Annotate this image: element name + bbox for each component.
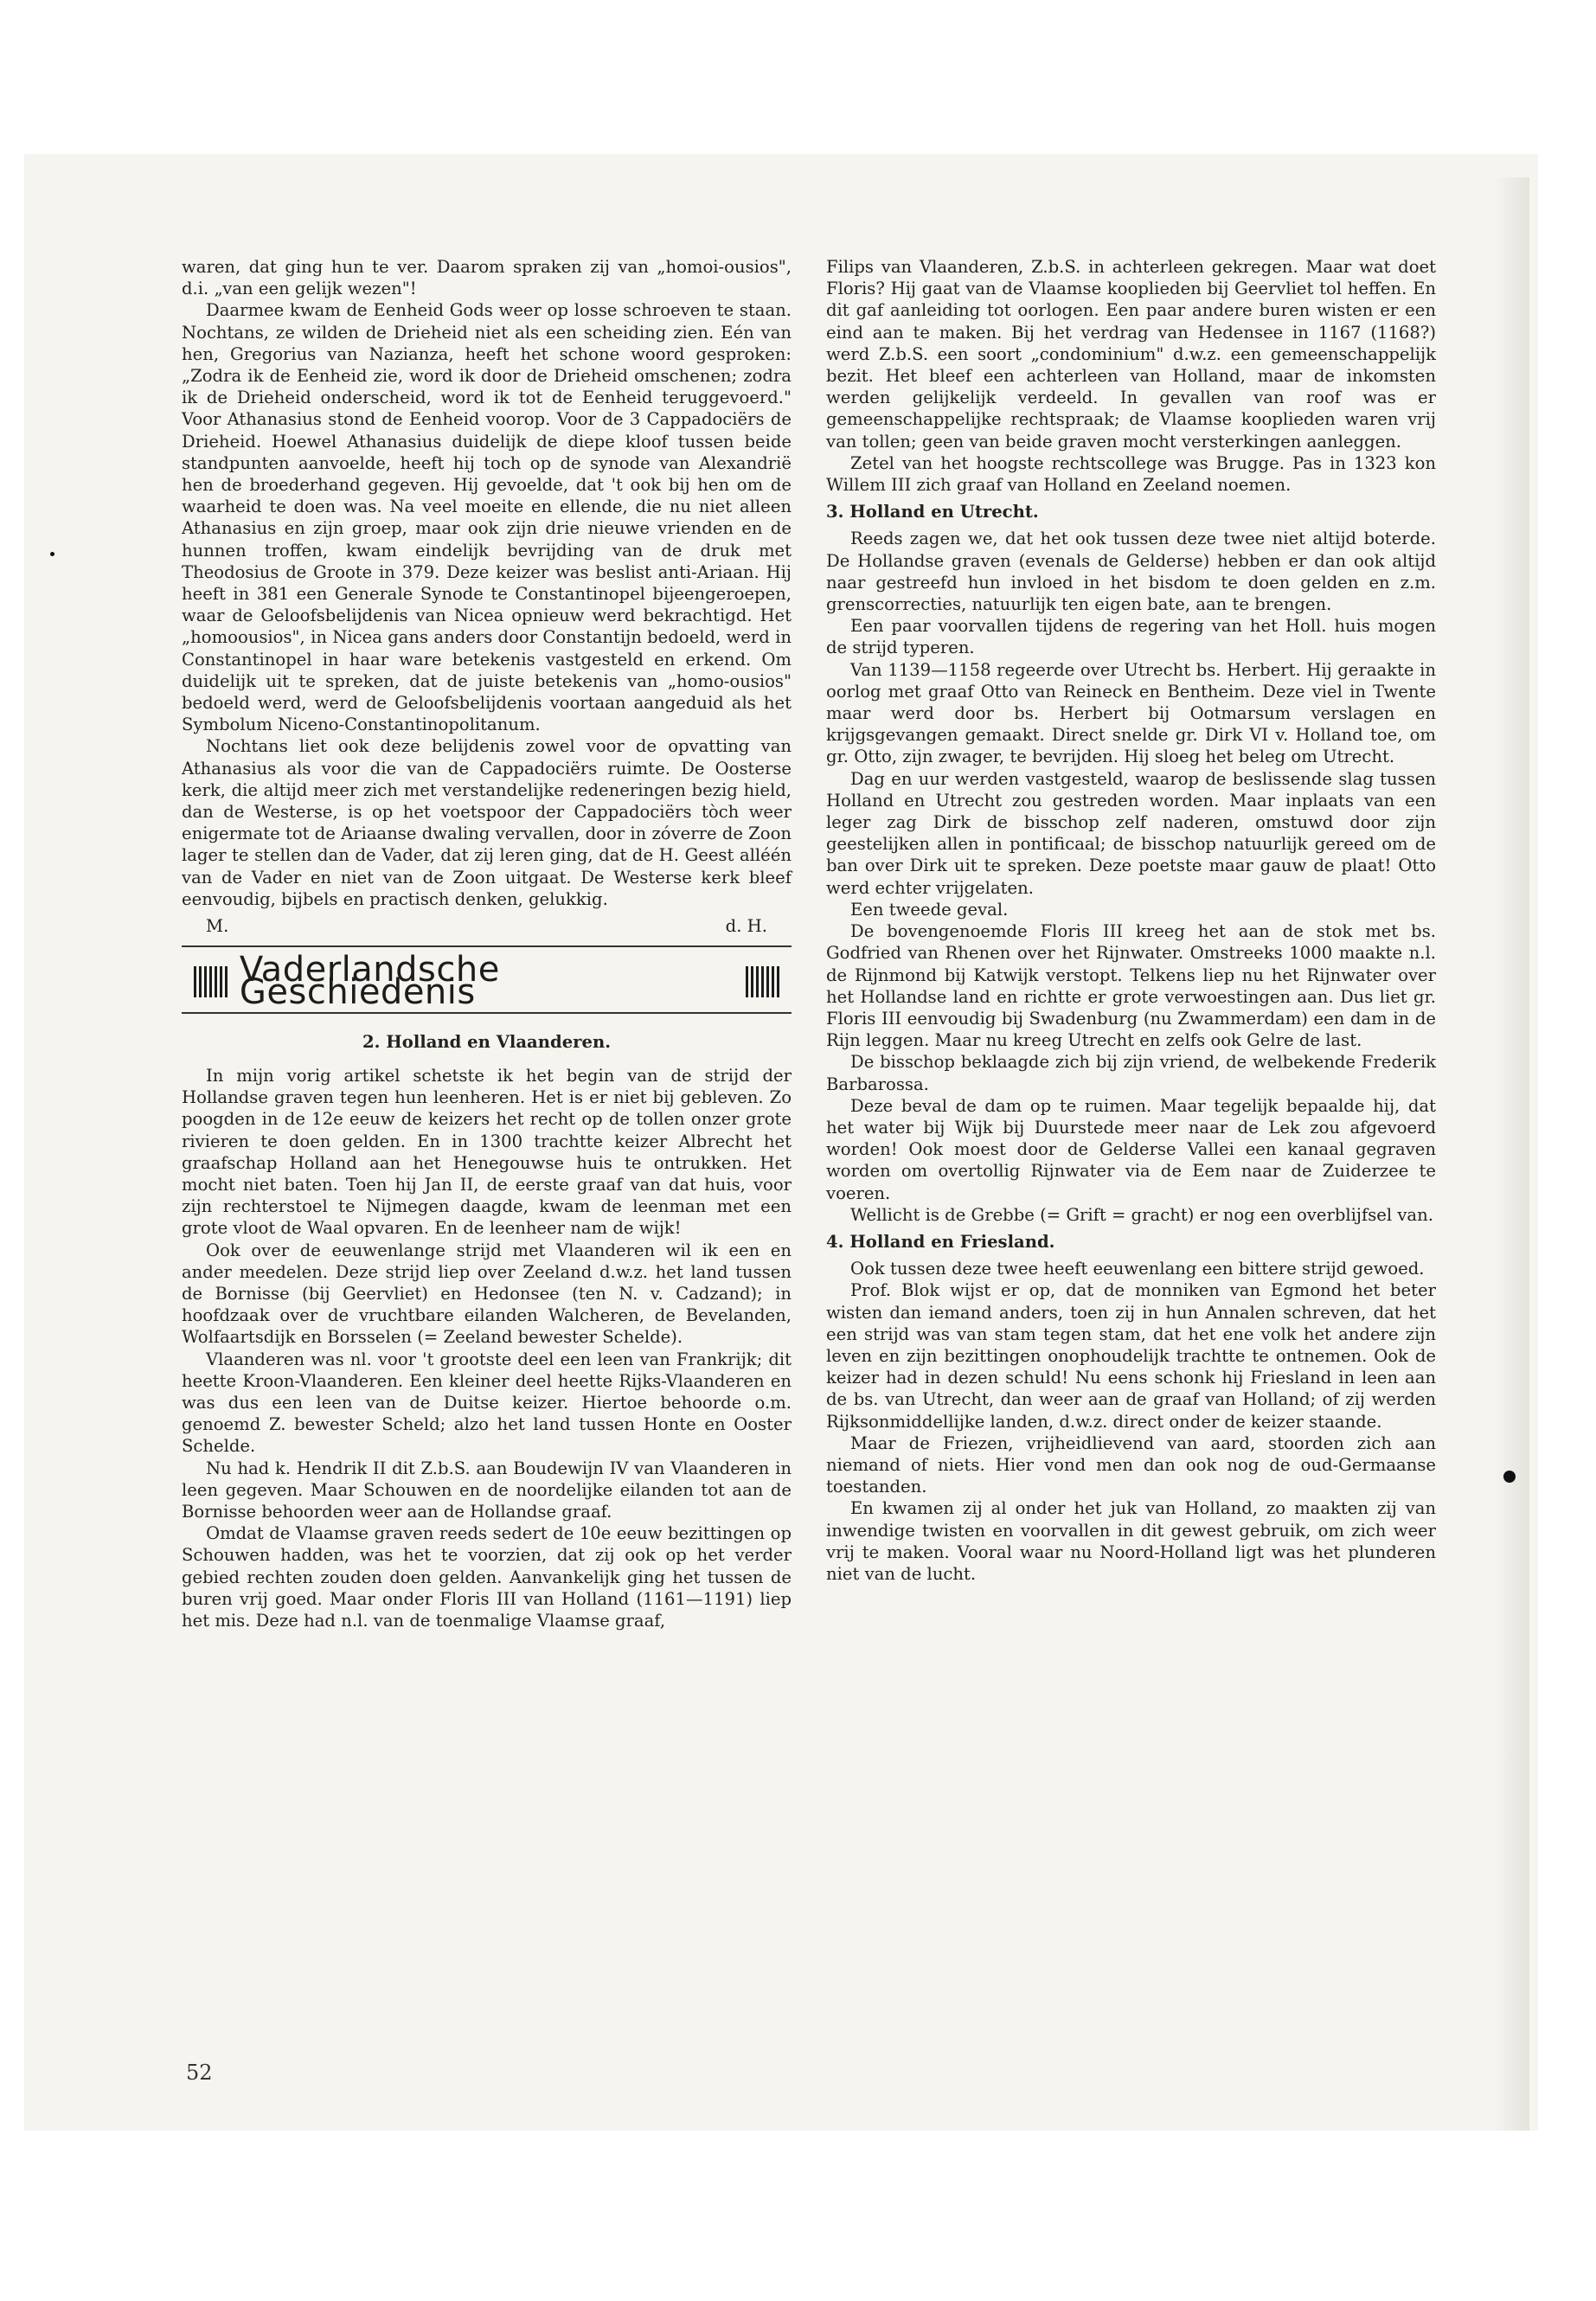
paragraph: In mijn vorig artikel schetste ik het begin van de strijd der Hollandse graven tegen hun leenheren. Het is er niet bij gebleven. Zo poogden in de 12e eeuw de keizers het recht op de tollen onzer grote rivieren te doen gelden. En in 1300 trachtte keizer Albrecht het graafschap Holland aan het Henegouwse huis te ontrukken. Het mocht niet baten. Toen hij Jan II, de eerste graaf van dat huis, voor zijn rechterstoel te Nijmegen daagde, kwam de leenman met een grote vloot de Waal opvaren. En de leenheer nam de wijk! — [182, 1065, 792, 1239]
signature-right: d. H. — [725, 916, 767, 937]
paragraph: Zetel van het hoogste rechtscollege was Brugge. Pas in 1323 kon Willem III zich graaf van Holland en Zeeland noemen. — [826, 452, 1436, 496]
scan-speck — [50, 552, 54, 556]
section-heading: 3. Holland en Utrecht. — [826, 502, 1039, 522]
left-column — [182, 256, 792, 1631]
paragraph: Nu had k. Hendrik II dit Z.b.S. aan Boudewijn IV van Vlaanderen in leen gegeven. Maar Schouwen en de noordelijke eilanden tot aan de Bornisse behoorden weer aan de Hollandse graaf. — [182, 1458, 792, 1522]
paragraph: Maar de Friezen, vrijheidlievend van aard, stoorden zich aan niemand of niets. Hier vond men dan ook nog de oud-Germaanse toestanden. — [826, 1433, 1436, 1497]
paragraph: Wellicht is de Grebbe (= Grift = gracht) er nog een overblijfsel van. — [850, 1204, 1433, 1225]
banner-title: Vaderlandsche Geschiedenis — [239, 950, 500, 1012]
paragraph: Filips van Vlaanderen, Z.b.S. in achterleen gekregen. Maar wat doet Floris? Hij gaat van de Vlaamse kooplieden bij Geervliet tol heffen. En dit gaf aanleiding tot oorlogen. Een paar andere buren wisten er een eind aan te maken. Bij het verdrag van Hedensee in 1167 (1168?) werd Z.b.S. een soort „condominium" d.w.z. een gemeenschappelijk bezit. Het bleef een achterleen van Holland, maar de inkomsten werden gelijkelijk verdeeld. In gevallen van roof was er gemeenschappelijke rechtspraak; de Vlaamse kooplieden waren vrij van tollen; geen van beide graven mocht versterkingen aanleggen. — [826, 257, 1436, 452]
paragraph: Nochtans liet ook deze belijdenis zowel voor de opvatting van Athanasius als voor die van de Cappadociërs ruimte. De Oosterse kerk, die altijd meer zich met verstandelijke redeneringen bezig hield, dan de Westerse, is op het voetspoor der Cappadociërs tòch weer enigermate tot de Ariaanse dwaling vervallen, door in zóverre de Zoon lager te stellen dan de Vader, dat zij leren ging, dat de H. Geest alléén van de Vader en niet van de Zoon uitgaat. De Westerse kerk bleef eenvoudig, bijbels en practisch denken, gelukkig. — [182, 736, 792, 909]
section-heading: 4. Holland en Friesland. — [826, 1231, 1055, 1252]
scan-dot — [1503, 1471, 1516, 1483]
paragraph: Omdat de Vlaamse graven reeds sedert de 10e eeuw bezittingen op Schouwen hadden, was het te voorzien, dat zij ook op het verder gebied rechten zouden doen gelden. Aanvankelijk ging het tussen de buren vrij goed. Maar onder Floris III van Holland (1161—1191) liep het mis. Deze had n.l. van de toenmalige Vlaamse graaf, — [182, 1523, 792, 1631]
paragraph: Een paar voorvallen tijdens de regering van het Holl. huis mogen de strijd typeren. — [826, 616, 1436, 658]
paragraph: Van 1139—1158 regeerde over Utrecht bs. Herbert. Hij geraakte in oorlog met graaf Otto van Reineck en Bentheim. Deze viel in Twente maar werd door bs. Herbert bij Ootmarsum verslagen en krijgsgevangen gemaakt. Direct snelde gr. Dirk VI v. Holland toe, om gr. Otto, zijn zwager, te bevrijden. Hij sloeg het beleg om Utrecht. — [826, 659, 1436, 767]
paragraph: waren, dat ging hun te ver. Daarom spraken zij van „homoi-ousios", d.i. „van een gelijk wezen"! — [182, 257, 792, 299]
signature-line — [182, 915, 792, 937]
paragraph: Een tweede geval. — [850, 899, 1009, 920]
paragraph: Prof. Blok wijst er op, dat de monniken van Egmond het beter wisten dan iemand anders, toen zij in hun Annalen schreven, dat het een strijd was van stam tegen stam, dat het ene volk het andere zijn leven en zijn bezittingen onophoudelijk trachtte te ontnemen. Ook de keizer had in dezen schuld! Nu eens schonk hij Friesland in leen aan de bs. van Utrecht, dan weer aan de graaf van Holland; of zij werden Rijksonmiddellijke landen, d.w.z. direct onder de keizer staande. — [826, 1280, 1436, 1432]
paragraph: Deze beval de dam op te ruimen. Maar tegelijk bepaalde hij, dat het water bij Wijk bij Duurstede meer naar de Lek zou afgevoerd worden! Ook moest door de Gelderse Vallei een kanaal gegraven worden om overtollig Rijnwater via de Eem naar de Zuiderzee te voeren. — [826, 1095, 1436, 1203]
paragraph: De bovengenoemde Floris III kreeg het aan de stok met bs. Godfried van Rhenen over het Rijnwater. Omstreeks 1000 maakte n.l. de Rijnmond bij Katwijk verstopt. Telkens liep nu het Rijnwater over het Hollandse land en richtte er grote verwoestingen aan. Dus liet gr. Floris III eenvoudig bij Swadenburg (nu Zwammerdam) een dam in de Rijn leggen. Maar nu kreeg Utrecht en zelfs ook Gelre de last. — [826, 921, 1436, 1051]
right-column — [826, 256, 1436, 1585]
banner-ornament-right — [746, 966, 779, 997]
banner-ornament-left — [194, 966, 228, 997]
page-edge-shadow — [1495, 177, 1529, 2131]
paragraph: En kwamen zij al onder het juk van Holland, zo maakten zij van inwendige twisten en voorvallen in dit gewest gebruik, om zich weer vrij te maken. Vooral waar nu Noord-Holland ligt was het plunderen niet van de lucht. — [826, 1498, 1436, 1584]
section-banner — [182, 947, 792, 1011]
paragraph: Ook tussen deze twee heeft eeuwenlang een bittere strijd gewoed. — [850, 1259, 1425, 1279]
paragraph: Dag en uur werden vastgesteld, waarop de beslissende slag tussen Holland en Utrecht zou gestreden worden. Maar inplaats van een leger zag Dirk de bisschop zelf naderen, omstuwd door zijn geestelijken allen in pontificaal; de bisschop natuurlijk gereed om de ban over Dirk uit te spreken. Deze poetste maar gauw de plaat! Otto werd echter vrijgelaten. — [826, 768, 1436, 898]
paragraph: Daarmee kwam de Eenheid Gods weer op losse schroeven te staan. Nochtans, ze wilden de Drieheid niet als een scheiding zien. Eén van hen, Gregorius van Nazianza, heeft het schone woord gesproken: „Zodra ik de Eenheid zie, word ik door de Drieheid omschenen; zodra ik de Drieheid onderscheid, word ik tot de Eenheid teruggevoerd." Voor Athanasius stond de Eenheid voorop. Voor de 3 Cappadociërs de Drieheid. Hoewel Athanasius duidelijk de diepe kloof tussen beide standpunten aanvoelde, heeft hij toch op de synode van Alexandrië hen de broederhand gegeven. Hij gevoelde, dat 't ook bij hen om de waarheid te doen was. Na veel moeite en ellende, die nu niet alleen Athanasius en zijn groep, maar ook zijn drie nieuwe vrienden en de hunnen troffen, kwam eindelijk bevrijding van de druk met Theodosius de Groote in 379. Deze keizer was beslist anti-Ariaan. Hij heeft in 381 een Generale Synode te Constantinopel bijeengeroepen, waar de Geloofsbelijdenis van Nicea opnieuw werd bekrachtigd. Het „homoousios", in Nicea gans anders door Constantijn bedoeld, werd in Constantinopel in haar ware betekenis vastgesteld en erkend. Om duidelijk uit te spreken, dat de juiste betekenis van „homo-ousios" bedoeld werd, werd de Geloofsbelijdenis voortaan aangeduid als het Symbolum Niceno-Constantinopolitanum. — [182, 300, 792, 735]
signature-left: M. — [206, 916, 229, 937]
article-subheading: 2. Holland en Vlaanderen. — [362, 1031, 612, 1052]
paragraph: Ook over de eeuwenlange strijd met Vlaanderen wil ik een en ander meedelen. Deze strijd liep over Zeeland d.w.z. het land tussen de Bornisse (bij Geervliet) en Hedonsee (ten N. v. Cadzand); in hoofdzaak over de vruchtbare eilanden Walcheren, de Bevelanden, Wolfaartsdijk en Borsselen (= Zeeland bewester Schelde). — [182, 1240, 792, 1348]
paragraph: Vlaanderen was nl. voor 't grootste deel een leen van Frankrijk; dit heette Kroon-Vlaanderen. Een kleiner deel heette Rijks-Vlaanderen en was dus een leen van de Duitse keizer. Hiertoe behoorde o.m. genoemd Z. bewester Scheld; alzo het land tussen Honte en Ooster Schelde. — [182, 1349, 792, 1457]
paragraph: Reeds zagen we, dat het ook tussen deze twee niet altijd boterde. De Hollandse graven (evenals de Gelderse) hebben er dan ook altijd naar gestreefd hun invloed in het bisdom te doen gelden en z.m. grenscorrecties, natuurlijk ten eigen bate, aan te brengen. — [826, 529, 1436, 615]
section-rule — [182, 1012, 792, 1014]
page-number: 52 — [186, 2061, 213, 2085]
paragraph: De bisschop beklaagde zich bij zijn vriend, de welbekende Frederik Barbarossa. — [826, 1052, 1436, 1094]
